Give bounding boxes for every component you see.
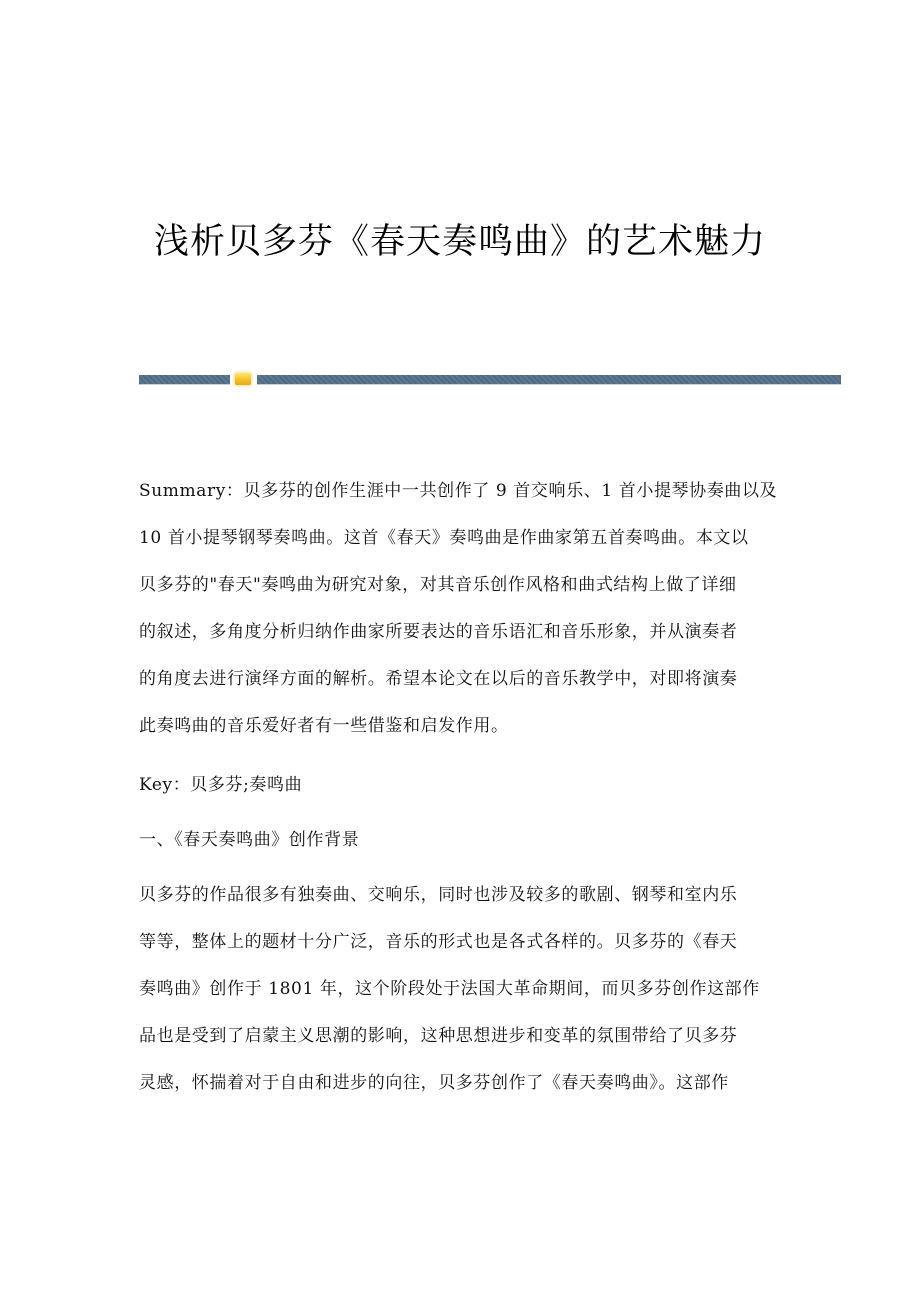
body-line: 灵感，怀揣着对于自由和进步的向往，贝多芬创作了《春天奏鸣曲》。这部作: [139, 1073, 729, 1093]
body-paragraph: [139, 872, 789, 1107]
summary-line: 此奏鸣曲的音乐爱好者有一些借鉴和启发作用。: [139, 716, 509, 736]
summary-line: 的角度去进行演绎方面的解析。希望本论文在以后的音乐教学中，对即将演奏: [139, 669, 738, 689]
summary-line: 的叙述，多角度分析归纳作曲家所要表达的音乐语汇和音乐形象，并从演奏者: [139, 622, 738, 642]
summary-paragraph: [139, 468, 789, 750]
spacer: [139, 809, 789, 817]
summary-line: 贝多芬的"春天"奏鸣曲为研究对象，对其音乐创作风格和曲式结构上做了详细: [139, 575, 737, 595]
keywords-line: Key：贝多芬;奏鸣曲: [139, 775, 303, 795]
title-divider: [139, 375, 841, 385]
spacer: [139, 750, 789, 762]
section-heading: 一、《春天奏鸣曲》创作背景: [139, 830, 360, 850]
document-body: [139, 468, 789, 1107]
spacer: [139, 864, 789, 872]
divider-emblem-icon: [235, 373, 251, 385]
summary-line: 10 首小提琴钢琴奏鸣曲。这首《春天》奏鸣曲是作曲家第五首奏鸣曲。本文以: [139, 528, 749, 548]
divider-bar-left: [139, 375, 230, 385]
document-title: 浅析贝多芬《春天奏鸣曲》的艺术魅力: [153, 222, 766, 262]
divider-bar-right: [257, 375, 841, 385]
summary-line: Summary：贝多芬的创作生涯中一共创作了 9 首交响乐、1 首小提琴协奏曲以及: [139, 481, 778, 501]
body-line: 奏鸣曲》创作于 1801 年，这个阶段处于法国大革命期间，而贝多芬创作这部作: [139, 979, 760, 999]
body-line: 品也是受到了启蒙主义思潮的影响，这种思想进步和变革的氛围带给了贝多芬: [139, 1026, 738, 1046]
body-line: 等等，整体上的题材十分广泛，音乐的形式也是各式各样的。贝多芬的《春天: [139, 932, 738, 952]
body-line: 贝多芬的作品很多有独奏曲、交响乐，同时也涉及较多的歌剧、钢琴和室内乐: [139, 885, 738, 905]
